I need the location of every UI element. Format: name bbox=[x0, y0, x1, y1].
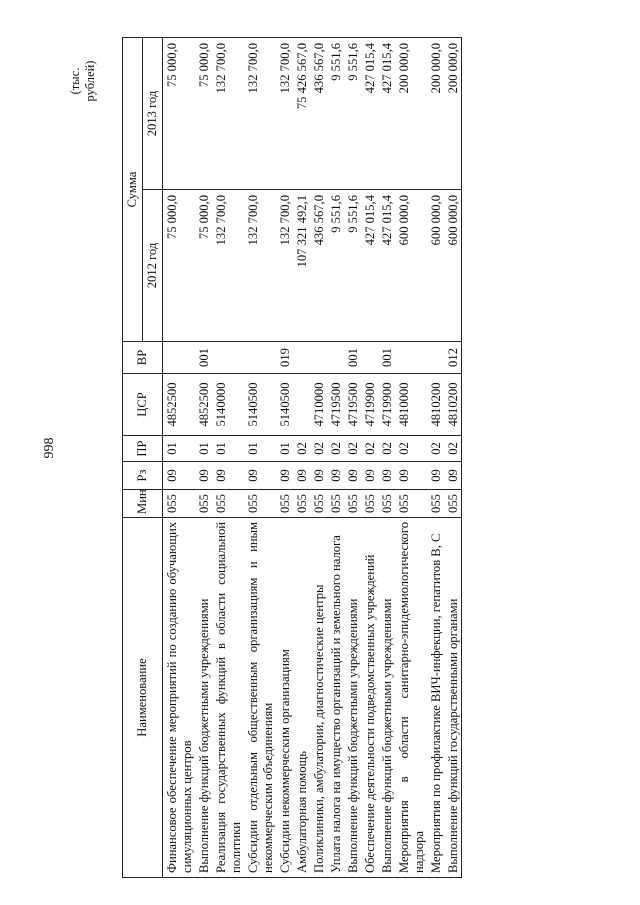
header-rz: Рз bbox=[123, 462, 163, 490]
cell-amount-2012: 132 700,0 bbox=[244, 190, 276, 342]
header-year-2012: 2012 год bbox=[143, 190, 163, 342]
cell-vr bbox=[163, 342, 196, 374]
cell-name: Мероприятия по профилактике ВИЧ-инфекции, гепатитов B, C bbox=[427, 518, 444, 878]
page-number: 998 bbox=[42, 437, 57, 459]
cell-rz: 09 bbox=[361, 462, 378, 490]
cell-rz: 09 bbox=[427, 462, 444, 490]
table-row bbox=[310, 37, 327, 877]
table-row bbox=[244, 37, 276, 877]
cell-amount-2012: 75 000,0 bbox=[163, 190, 196, 342]
table-row bbox=[163, 37, 196, 877]
cell-min: 055 bbox=[293, 490, 310, 518]
cell-amount-2012: 436 567,0 bbox=[310, 190, 327, 342]
cell-min: 055 bbox=[395, 490, 427, 518]
cell-csr: 4852500 bbox=[163, 374, 196, 436]
cell-amount-2012: 132 700,0 bbox=[212, 190, 244, 342]
cell-min: 055 bbox=[344, 490, 361, 518]
table-row bbox=[212, 37, 244, 877]
cell-rz: 09 bbox=[276, 462, 293, 490]
cell-amount-2013: 75 426 567,0 bbox=[293, 37, 310, 189]
cell-name: Выполнение функций бюджетными учреждениями bbox=[344, 518, 361, 878]
cell-pr: 02 bbox=[344, 436, 361, 462]
header-vr: ВР bbox=[123, 342, 163, 374]
cell-rz: 09 bbox=[195, 462, 212, 490]
cell-min: 055 bbox=[244, 490, 276, 518]
cell-amount-2012: 600 000,0 bbox=[444, 190, 462, 342]
cell-pr: 02 bbox=[444, 436, 462, 462]
cell-amount-2013: 200 000,0 bbox=[427, 37, 444, 189]
cell-name: Уплата налога на имущество организаций и земельного налога bbox=[327, 518, 344, 878]
cell-csr: 4719900 bbox=[378, 374, 395, 436]
cell-pr: 02 bbox=[293, 436, 310, 462]
cell-name: Амбулаторная помощь bbox=[293, 518, 310, 878]
cell-name: Выполнение функций бюджетными учреждениями bbox=[195, 518, 212, 878]
cell-name: Мероприятия в области санитарно-эпидемиологического надзора bbox=[395, 518, 427, 878]
table-row bbox=[361, 37, 378, 877]
cell-name: Выполнение функций бюджетными учреждениями bbox=[378, 518, 395, 878]
cell-vr bbox=[310, 342, 327, 374]
cell-name: Выполнение функций государственными органами bbox=[444, 518, 462, 878]
cell-pr: 02 bbox=[310, 436, 327, 462]
cell-amount-2012: 427 015,4 bbox=[378, 190, 395, 342]
cell-csr: 4810000 bbox=[395, 374, 427, 436]
cell-vr bbox=[212, 342, 244, 374]
cell-vr: 001 bbox=[344, 342, 361, 374]
header-csr: ЦСР bbox=[123, 374, 163, 436]
cell-pr: 01 bbox=[276, 436, 293, 462]
cell-vr bbox=[293, 342, 310, 374]
cell-rz: 09 bbox=[327, 462, 344, 490]
cell-min: 055 bbox=[212, 490, 244, 518]
table-row bbox=[444, 37, 462, 877]
cell-amount-2013: 436 567,0 bbox=[310, 37, 327, 189]
cell-csr: 5140500 bbox=[244, 374, 276, 436]
cell-min: 055 bbox=[444, 490, 462, 518]
cell-pr: 01 bbox=[163, 436, 196, 462]
cell-name: Обеспечение деятельности подведомственных учреждений bbox=[361, 518, 378, 878]
cell-csr: 4810200 bbox=[444, 374, 462, 436]
cell-csr: 4852500 bbox=[195, 374, 212, 436]
cell-csr: 4719500 bbox=[327, 374, 344, 436]
cell-rz: 09 bbox=[293, 462, 310, 490]
cell-name: Финансовое обеспечение мероприятий по созданию обучающих симуляционных центров bbox=[163, 518, 196, 878]
cell-vr: 001 bbox=[195, 342, 212, 374]
table-row bbox=[276, 37, 293, 877]
table-row bbox=[293, 37, 310, 877]
cell-amount-2013: 427 015,4 bbox=[378, 37, 395, 189]
cell-pr: 02 bbox=[395, 436, 427, 462]
cell-amount-2013: 9 551,6 bbox=[327, 37, 344, 189]
cell-min: 055 bbox=[276, 490, 293, 518]
cell-amount-2013: 200 000,0 bbox=[444, 37, 462, 189]
cell-rz: 09 bbox=[310, 462, 327, 490]
table-row bbox=[395, 37, 427, 877]
header-sum: Сумма bbox=[123, 37, 143, 341]
cell-amount-2012: 427 015,4 bbox=[361, 190, 378, 342]
cell-pr: 01 bbox=[212, 436, 244, 462]
cell-min: 055 bbox=[195, 490, 212, 518]
cell-amount-2013: 9 551,6 bbox=[344, 37, 361, 189]
table-row bbox=[327, 37, 344, 877]
table-row bbox=[344, 37, 361, 877]
cell-csr: 5140000 bbox=[212, 374, 244, 436]
cell-vr bbox=[327, 342, 344, 374]
cell-csr: 4719900 bbox=[361, 374, 378, 436]
cell-csr: 4810200 bbox=[427, 374, 444, 436]
cell-name: Субсидии некоммерческим организациям bbox=[276, 518, 293, 878]
cell-vr bbox=[395, 342, 427, 374]
budget-table bbox=[122, 37, 462, 878]
cell-csr: 4719500 bbox=[344, 374, 361, 436]
cell-rz: 09 bbox=[344, 462, 361, 490]
cell-csr bbox=[293, 374, 310, 436]
cell-pr: 02 bbox=[378, 436, 395, 462]
cell-amount-2012: 9 551,6 bbox=[327, 190, 344, 342]
cell-vr bbox=[427, 342, 444, 374]
cell-pr: 02 bbox=[427, 436, 444, 462]
cell-pr: 01 bbox=[195, 436, 212, 462]
cell-min: 055 bbox=[361, 490, 378, 518]
cell-min: 055 bbox=[310, 490, 327, 518]
cell-csr: 4710000 bbox=[310, 374, 327, 436]
cell-amount-2013: 427 015,4 bbox=[361, 37, 378, 189]
header-pr: ПР bbox=[123, 436, 163, 462]
cell-amount-2012: 107 321 492,1 bbox=[293, 190, 310, 342]
cell-name: Поликлиники, амбулатории, диагностические центры bbox=[310, 518, 327, 878]
cell-csr: 5140500 bbox=[276, 374, 293, 436]
cell-vr bbox=[244, 342, 276, 374]
cell-min: 055 bbox=[327, 490, 344, 518]
cell-min: 055 bbox=[427, 490, 444, 518]
cell-rz: 09 bbox=[244, 462, 276, 490]
cell-amount-2013: 75 000,0 bbox=[163, 37, 196, 189]
cell-rz: 09 bbox=[378, 462, 395, 490]
cell-vr bbox=[361, 342, 378, 374]
header-year-2013: 2013 год bbox=[143, 37, 163, 189]
cell-pr: 02 bbox=[327, 436, 344, 462]
budget-table-rotated bbox=[122, 38, 602, 878]
cell-name: Реализация государственных функций в области социальной политики bbox=[212, 518, 244, 878]
cell-amount-2013: 132 700,0 bbox=[276, 37, 293, 189]
cell-amount-2013: 132 700,0 bbox=[212, 37, 244, 189]
cell-min: 055 bbox=[378, 490, 395, 518]
cell-min: 055 bbox=[163, 490, 196, 518]
cell-rz: 09 bbox=[444, 462, 462, 490]
table-row bbox=[195, 37, 212, 877]
cell-vr: 019 bbox=[276, 342, 293, 374]
header-name: Наименование bbox=[123, 518, 163, 878]
unit-note: (тыс. рублей) bbox=[68, 60, 97, 102]
cell-rz: 09 bbox=[163, 462, 196, 490]
cell-amount-2013: 132 700,0 bbox=[244, 37, 276, 189]
cell-amount-2013: 75 000,0 bbox=[195, 37, 212, 189]
cell-vr: 012 bbox=[444, 342, 462, 374]
header-min: Мин bbox=[123, 490, 163, 518]
table-row bbox=[427, 37, 444, 877]
cell-amount-2012: 600 000,0 bbox=[427, 190, 444, 342]
cell-rz: 09 bbox=[395, 462, 427, 490]
cell-name: Субсидии отдельным общественным организациям и иным некоммерческим объединениям bbox=[244, 518, 276, 878]
cell-pr: 02 bbox=[361, 436, 378, 462]
table-body bbox=[163, 37, 462, 877]
cell-pr: 01 bbox=[244, 436, 276, 462]
cell-amount-2012: 9 551,6 bbox=[344, 190, 361, 342]
cell-rz: 09 bbox=[212, 462, 244, 490]
cell-vr: 001 bbox=[378, 342, 395, 374]
table-row bbox=[378, 37, 395, 877]
cell-amount-2012: 132 700,0 bbox=[276, 190, 293, 342]
cell-amount-2013: 200 000,0 bbox=[395, 37, 427, 189]
cell-amount-2012: 600 000,0 bbox=[395, 190, 427, 342]
cell-amount-2012: 75 000,0 bbox=[195, 190, 212, 342]
